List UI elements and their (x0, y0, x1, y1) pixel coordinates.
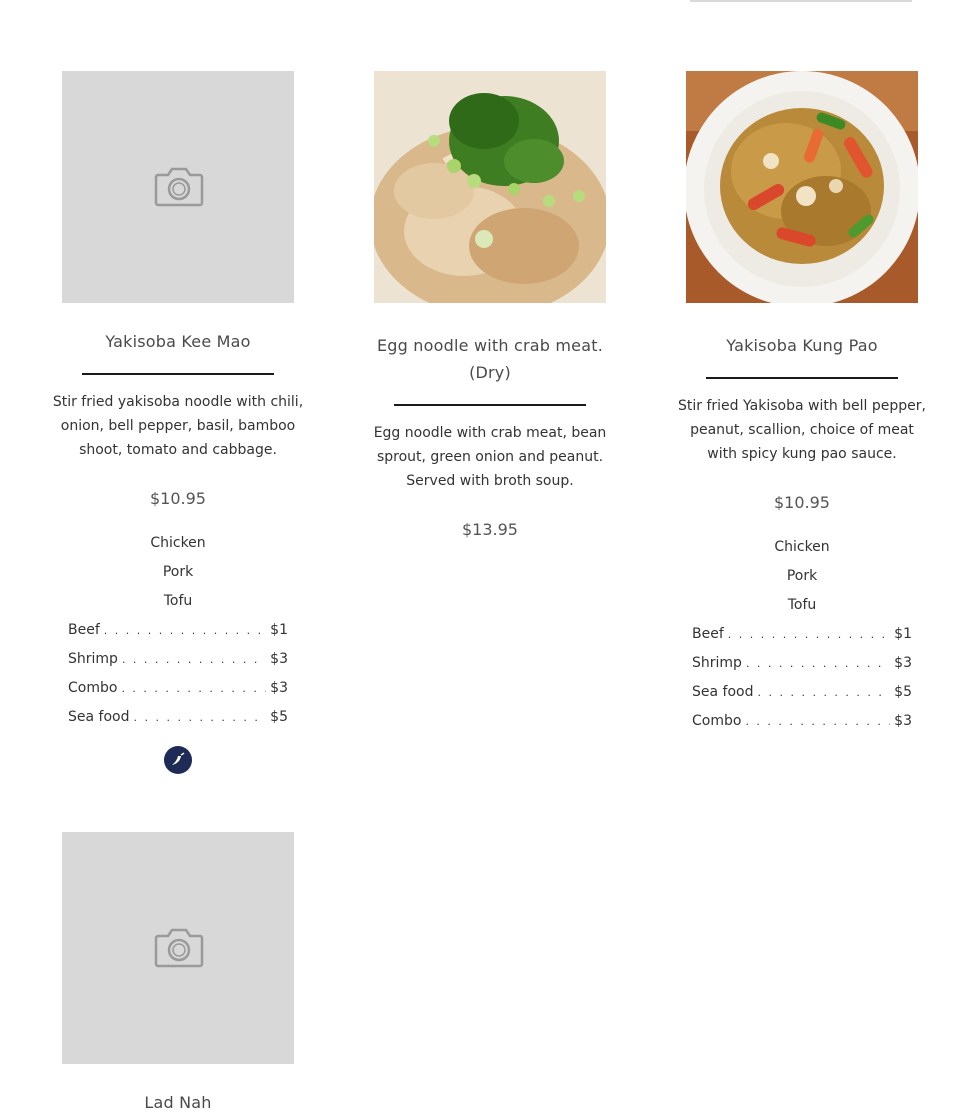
dot-leader (757, 678, 890, 707)
title-divider (394, 404, 586, 406)
dot-leader (104, 616, 266, 645)
addon-row (692, 620, 912, 649)
item-price: $10.95 (150, 489, 206, 508)
addon-row (68, 674, 288, 703)
camera-icon (154, 167, 204, 207)
title-divider (706, 377, 898, 379)
dot-leader (133, 703, 266, 732)
dot-leader (745, 707, 890, 736)
dot-leader (121, 674, 266, 703)
addon-row (692, 707, 912, 736)
protein-options (33, 529, 323, 732)
addon-row (68, 645, 288, 674)
option-tofu: Tofu (787, 597, 817, 613)
item-price: $10.95 (774, 493, 830, 512)
menu-item-yakisoba-kung-pao (657, 71, 947, 736)
dot-leader (746, 649, 890, 678)
menu-item-egg-noodle-crab (345, 71, 635, 540)
title-divider (82, 373, 274, 375)
addon-price: $5 (894, 684, 912, 700)
dot-leader (728, 620, 890, 649)
chili-pepper-icon (170, 752, 186, 768)
addon-price: $5 (270, 709, 288, 725)
dish-photo (374, 71, 606, 303)
addon-name: Shrimp (68, 651, 118, 667)
option-chicken: Chicken (774, 539, 830, 555)
option-chicken: Chicken (150, 535, 206, 551)
menu-item-lad-nah (33, 832, 323, 1116)
addon-price: $1 (270, 622, 288, 638)
protein-options (657, 533, 947, 736)
food-photo-icon (374, 71, 606, 303)
spicy-badge (164, 746, 192, 774)
item-price: $13.95 (462, 520, 518, 539)
item-title: Egg noodle with crab meat. (Dry) (376, 336, 603, 382)
addon-name: Beef (692, 626, 724, 642)
option-pork: Pork (162, 564, 194, 580)
menu-item-yakisoba-kee-mao (33, 71, 323, 774)
item-description: Stir fried Yakisoba with bell pepper, peanut, scallion, choice of meat with spicy kung pao sauce. (678, 398, 926, 462)
addon-name: Shrimp (692, 655, 742, 671)
food-photo-icon (686, 71, 918, 303)
item-description: Egg noodle with crab meat, bean sprout, green onion and peanut. Served with broth soup. (373, 425, 607, 489)
addon-name: Sea food (692, 684, 754, 700)
item-title: Yakisoba Kung Pao (726, 336, 878, 355)
addon-price: $3 (894, 655, 912, 671)
addon-row (692, 678, 912, 707)
addon-price: $3 (894, 713, 912, 729)
addon-price: $1 (894, 626, 912, 642)
item-description: Stir fried yakisoba noodle with chili, onion, bell pepper, basil, bamboo shoot, tomato and cabbage. (52, 394, 304, 458)
addon-name: Sea food (68, 709, 130, 725)
item-title: Lad Nah (144, 1093, 212, 1112)
addon-name: Beef (68, 622, 100, 638)
camera-icon (154, 928, 204, 968)
image-placeholder (62, 71, 294, 303)
addon-row (68, 616, 288, 645)
addon-row (692, 649, 912, 678)
previous-item-edge (690, 0, 912, 2)
option-pork: Pork (786, 568, 818, 584)
item-title: Yakisoba Kee Mao (105, 332, 251, 351)
addon-name: Combo (692, 713, 742, 729)
addon-price: $3 (270, 651, 288, 667)
option-tofu: Tofu (163, 593, 193, 609)
addon-row (68, 703, 288, 732)
dot-leader (122, 645, 266, 674)
dish-photo (686, 71, 918, 303)
addon-price: $3 (270, 680, 288, 696)
addon-name: Combo (68, 680, 118, 696)
image-placeholder (62, 832, 294, 1064)
